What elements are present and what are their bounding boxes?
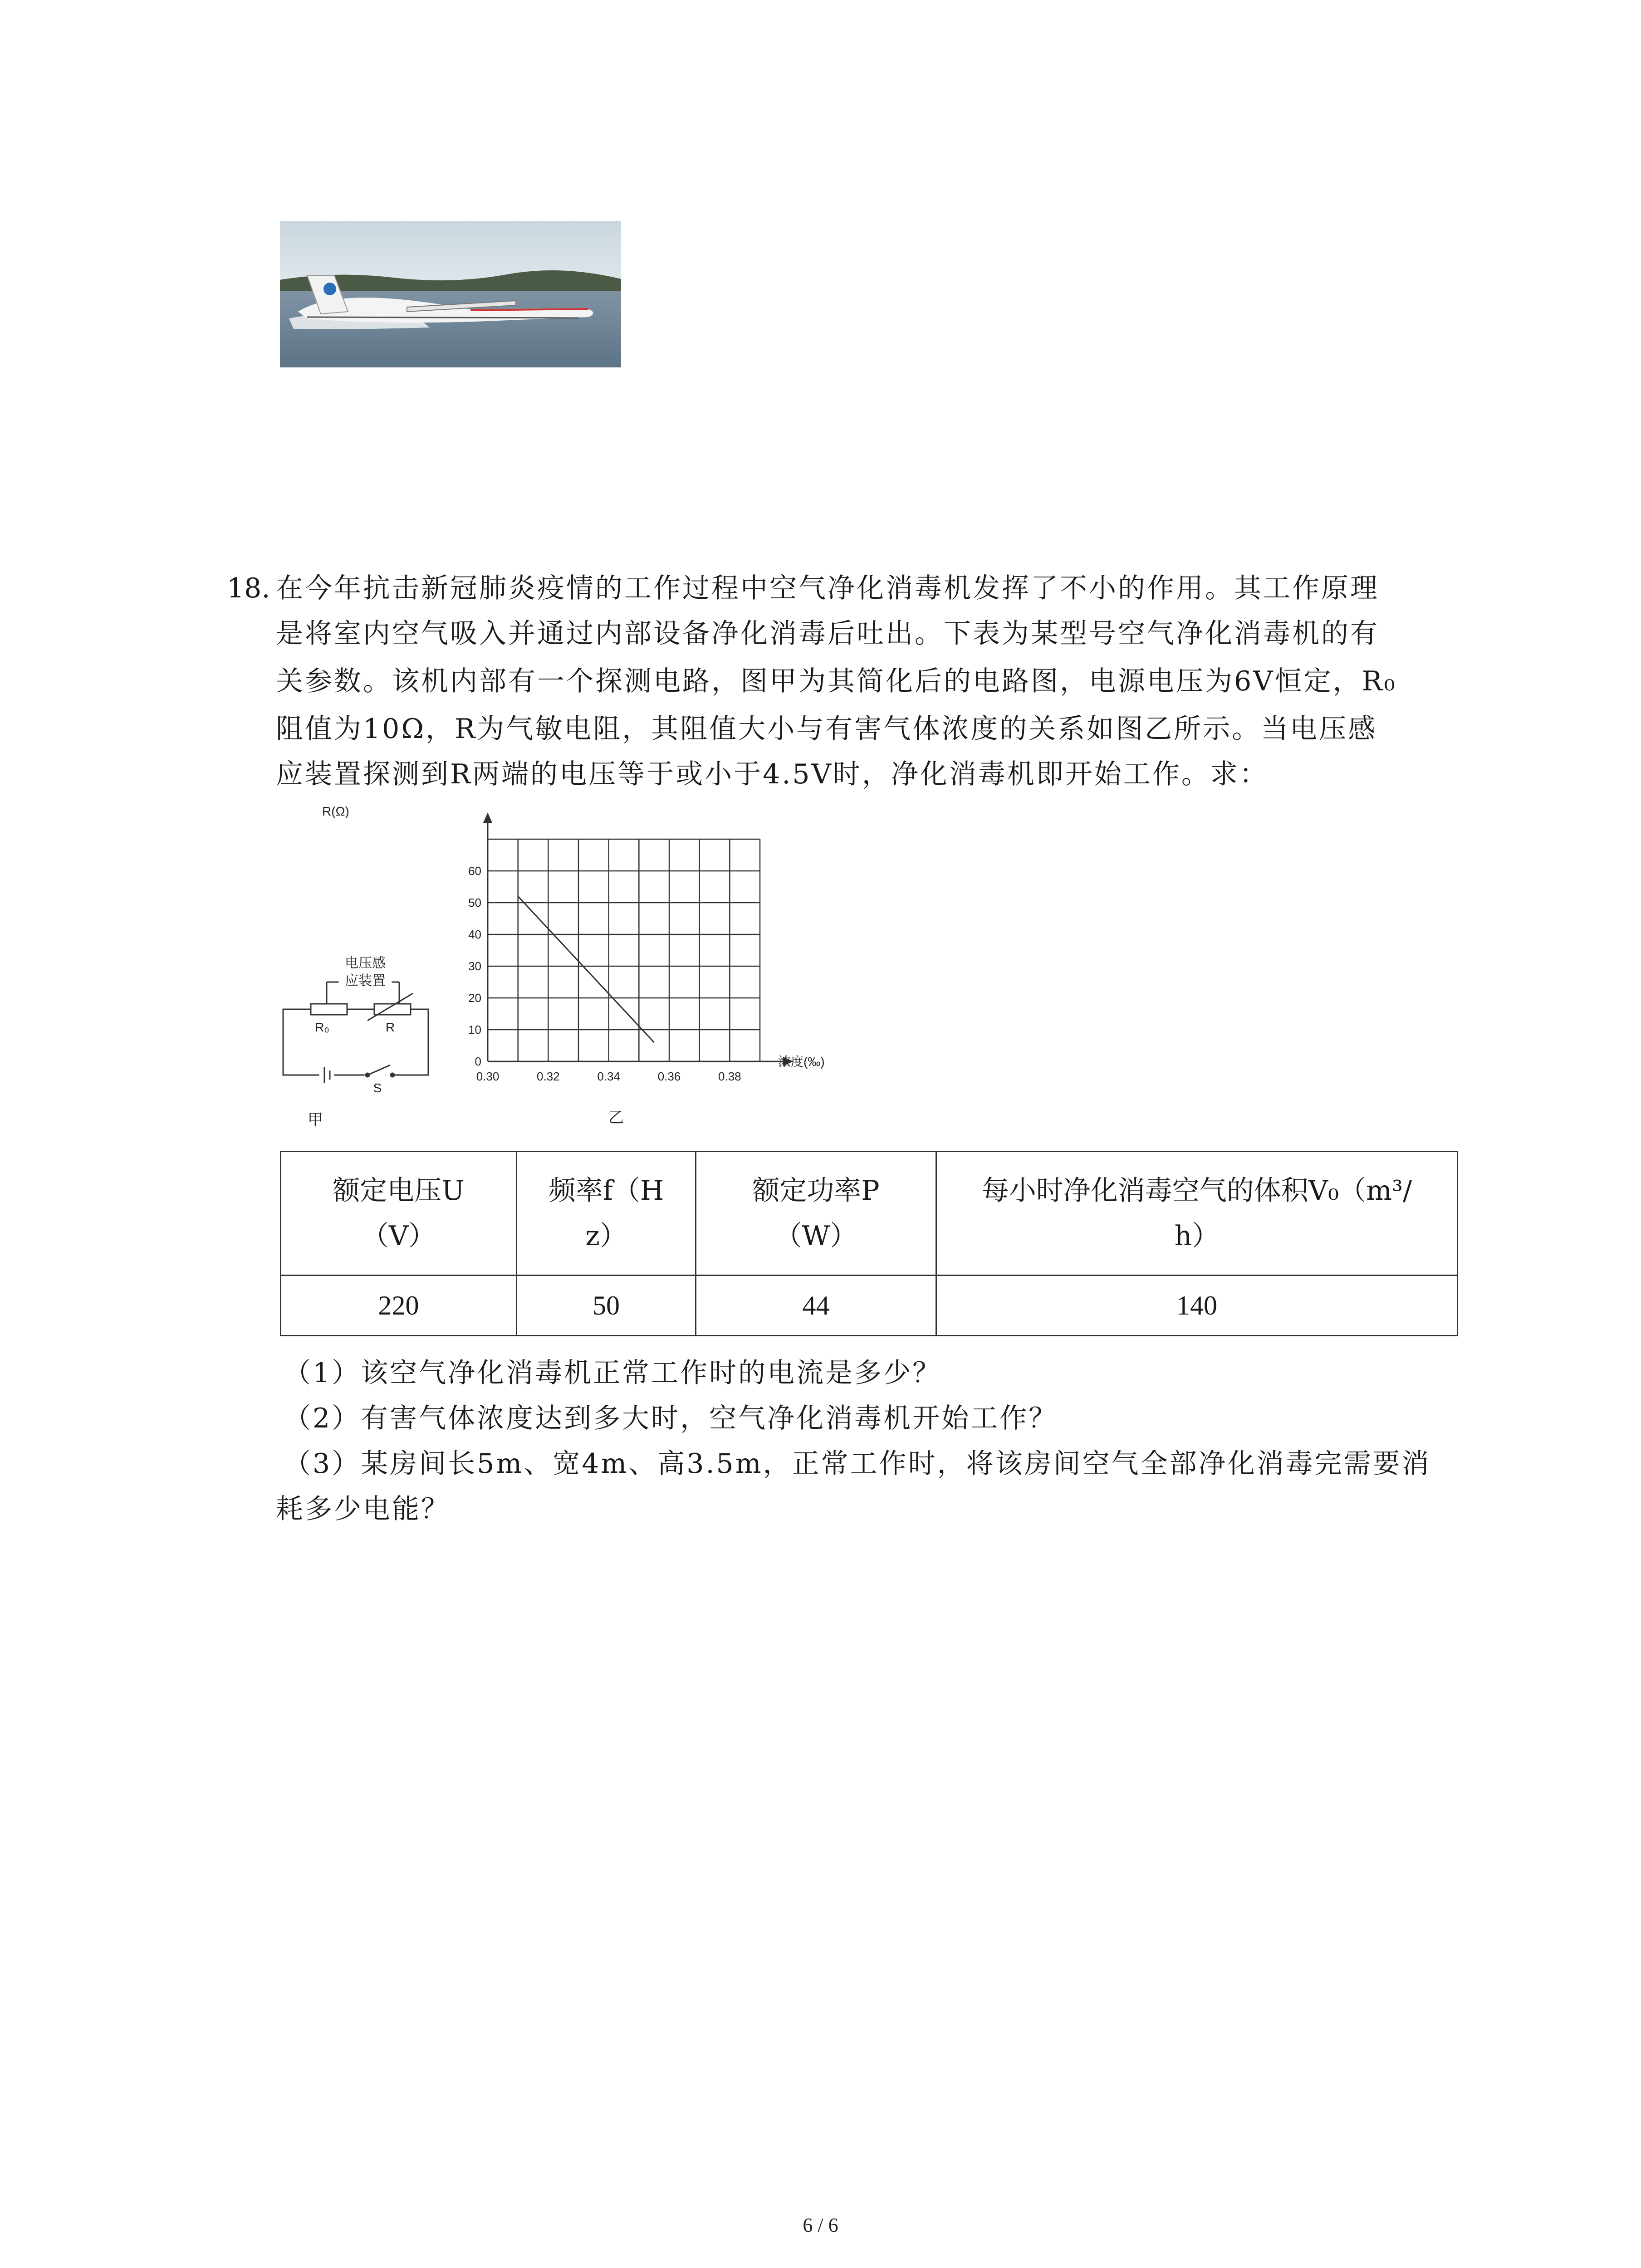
switch-label: S (373, 1081, 382, 1095)
value-power: 44 (696, 1276, 936, 1336)
chart-x-tick-label: 0.30 (476, 1070, 500, 1083)
circuit-caption: 甲 (308, 1111, 323, 1129)
chart-x-tick-label: 0.34 (597, 1070, 620, 1083)
circuit-diagram (283, 953, 428, 1083)
chart-caption: 乙 (608, 1109, 624, 1126)
value-voltage: 220 (281, 1276, 517, 1336)
figure (277, 803, 848, 1152)
chart-y-tick-label: 10 (468, 1023, 481, 1036)
chart-y-tick-label: 40 (468, 928, 481, 941)
chart-y-tick-label: 20 (468, 991, 481, 1005)
chart-y-tick-label: 60 (468, 864, 481, 878)
table-row (281, 1276, 1458, 1336)
value-volume: 140 (936, 1276, 1458, 1336)
r0-label: R₀ (315, 1020, 329, 1034)
battery-symbol (320, 1068, 333, 1082)
question-line-2: 是将室内空气吸入并通过内部设备净化消毒后吐出。下表为某型号空气净化消毒机的有 (276, 618, 1379, 650)
chart-y-tick-label: 50 (468, 896, 481, 909)
chart-y-arrow (484, 814, 491, 822)
question-line-1: 在今年抗击新冠肺炎疫情的工作过程中空气净化消毒机发挥了不小的作用。其工作原理 (276, 572, 1379, 604)
chart-x-tick-label: 0.32 (537, 1070, 560, 1083)
question-line-5: 应装置探测到R两端的电压等于或小于4.5V时，净化消毒机即开始工作。求： (276, 758, 1269, 790)
table-header-row (281, 1152, 1458, 1276)
r-label: R (385, 1020, 395, 1034)
chart-x-tick-label: 0.36 (657, 1070, 681, 1083)
header-voltage: 额定电压U （V） (281, 1152, 517, 1276)
question-line-3: 关参数。该机内部有一个探测电路，图甲为其简化后的电路图，电源电压为6V恒定，R₀ (276, 665, 1397, 697)
chart-y-tick-label: 0 (475, 1055, 481, 1068)
chart-x-tick-label: 0.38 (718, 1070, 741, 1083)
r0-resistor (311, 1004, 347, 1015)
chart-x-label: 浓度(‰) (778, 1055, 825, 1069)
header-power: 额定功率P （W） (696, 1152, 936, 1276)
value-frequency: 50 (517, 1276, 696, 1336)
question-line-4: 阻值为10Ω，R为气敏电阻，其阻值大小与有害气体浓度的关系如图乙所示。当电压感 (276, 713, 1377, 745)
header-frequency: 频率f（H z） (517, 1152, 696, 1276)
subquestion-1: （1）该空气净化消毒机正常工作时的电流是多少？ (284, 1357, 942, 1389)
chart-axes (484, 814, 792, 1065)
chart-grid (488, 839, 760, 1061)
header-volume: 每小时净化消毒空气的体积V₀（m³/ h） (936, 1152, 1458, 1276)
sensor-label-2: 应装置 (345, 973, 386, 988)
chart-series-line (518, 896, 654, 1042)
page-number: 6 / 6 (803, 2214, 838, 2236)
chart-y-label: R(Ω) (322, 804, 349, 818)
chart-y-tick-label: 30 (468, 959, 481, 973)
subquestion-2: （2）有害气体浓度达到多大时，空气净化消毒机开始工作？ (284, 1403, 1058, 1434)
chart-tick-labels (468, 864, 741, 1083)
subquestion-3-cont: 耗多少电能？ (276, 1493, 450, 1525)
spec-table (280, 1151, 1458, 1336)
subquestion-3: （3）某房间长5m、宽4m、高3.5m，正常工作时，将该房间空气全部净化消毒完需要消 (284, 1448, 1431, 1480)
seaplane-photo (280, 221, 621, 367)
question-number: 18. (227, 572, 270, 604)
sensor-label-1: 电压感 (345, 956, 386, 971)
chart-series (518, 896, 654, 1042)
